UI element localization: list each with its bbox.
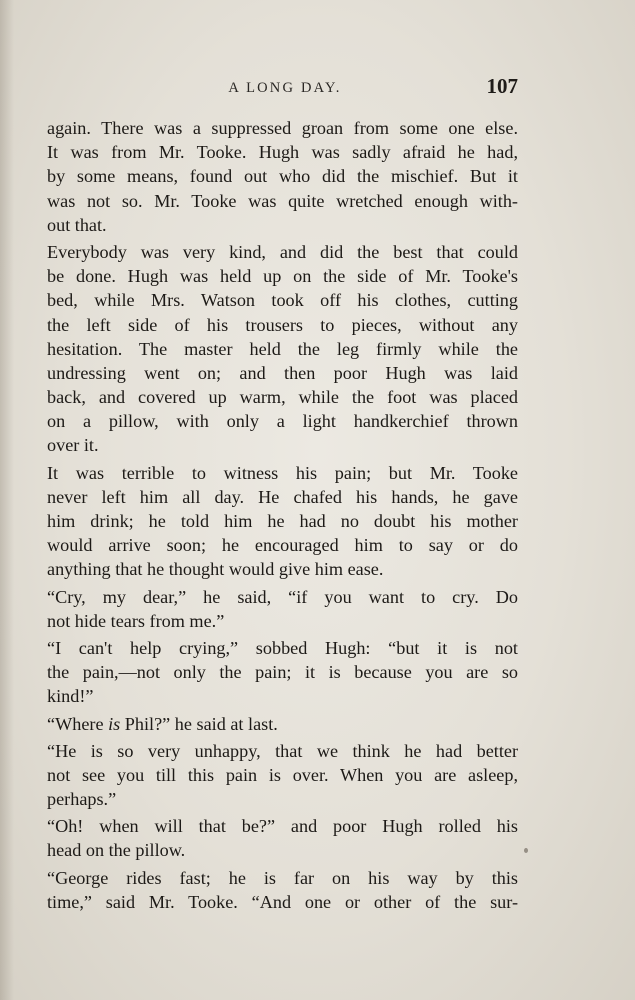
text-line: It was terrible to witness his pain; but Mr. Tooke: [47, 462, 518, 483]
text-line: be done. Hugh was held up on the side of Mr. Tooke's: [47, 266, 518, 287]
paragraph: [47, 461, 518, 582]
text-line: “I can't help crying,” sobbed Hugh: “but it is not: [47, 637, 518, 658]
page-number: 107: [486, 74, 518, 98]
paragraph: [47, 866, 518, 914]
text-line: not see you till this pain is over. When you are asleep,: [47, 764, 518, 785]
text-line: the left side of his trousers to pieces, without any: [47, 314, 518, 335]
paragraph: [47, 814, 518, 862]
text-line: kind!”: [47, 686, 94, 707]
running-title: A LONG DAY.: [228, 80, 342, 96]
page-gutter-shadow: [0, 0, 14, 1000]
text-line: “Oh! when will that be?” and poor Hugh rolled his: [47, 816, 518, 837]
text-line: head on the pillow.: [47, 840, 186, 861]
text-line: was not so. Mr. Tooke was quite wretched enough with-: [47, 190, 518, 211]
paragraph: [47, 116, 518, 237]
text-line: perhaps.”: [47, 789, 117, 810]
body-text: [47, 116, 518, 914]
paragraph: [47, 712, 518, 736]
text-line: “Where is Phil?” he said at last.: [47, 713, 278, 734]
text-line: on a pillow, with only a light handkerchief thrown: [47, 411, 518, 432]
text-line: out that.: [47, 214, 107, 235]
text-line: “He is so very unhappy, that we think he had better: [47, 740, 518, 761]
text-line: hesitation. The master held the leg firmly while the: [47, 338, 518, 359]
text-line: over it.: [47, 435, 99, 456]
paragraph: [47, 636, 518, 709]
text-line: time,” said Mr. Tooke. “And one or other of the sur-: [47, 891, 518, 912]
text-line: bed, while Mrs. Watson took off his clothes, cutting: [47, 290, 518, 311]
text-line: not hide tears from me.”: [47, 610, 225, 631]
text-line: by some means, found out who did the mischief. But it: [47, 166, 518, 187]
text-line: would arrive soon; he encouraged him to say or do: [47, 535, 518, 556]
text-line: undressing went on; and then poor Hugh was laid: [47, 362, 518, 383]
text-line: “George rides fast; he is far on his way by this: [47, 867, 518, 888]
paragraph: [47, 585, 518, 633]
paragraph: [47, 739, 518, 812]
text-line: anything that he thought would give him ease.: [47, 559, 384, 580]
emphasis: is: [108, 713, 121, 734]
text-line: the pain,—not only the pain; it is because you are so: [47, 662, 518, 683]
text-line: back, and covered up warm, while the foot was placed: [47, 387, 518, 408]
paragraph: [47, 240, 518, 458]
text-line: him drink; he told him he had no doubt his mother: [47, 511, 518, 531]
running-head: [52, 74, 518, 104]
ink-speck: [524, 848, 528, 853]
text-line: It was from Mr. Tooke. Hugh was sadly afraid he had,: [47, 142, 518, 163]
text-line: again. There was a suppressed groan from some one else.: [47, 118, 518, 138]
text-line: never left him all day. He chafed his hands, he gave: [47, 486, 518, 507]
text-line: “Cry, my dear,” he said, “if you want to cry. Do: [47, 586, 518, 607]
text-line: Everybody was very kind, and did the best that could: [47, 241, 518, 262]
